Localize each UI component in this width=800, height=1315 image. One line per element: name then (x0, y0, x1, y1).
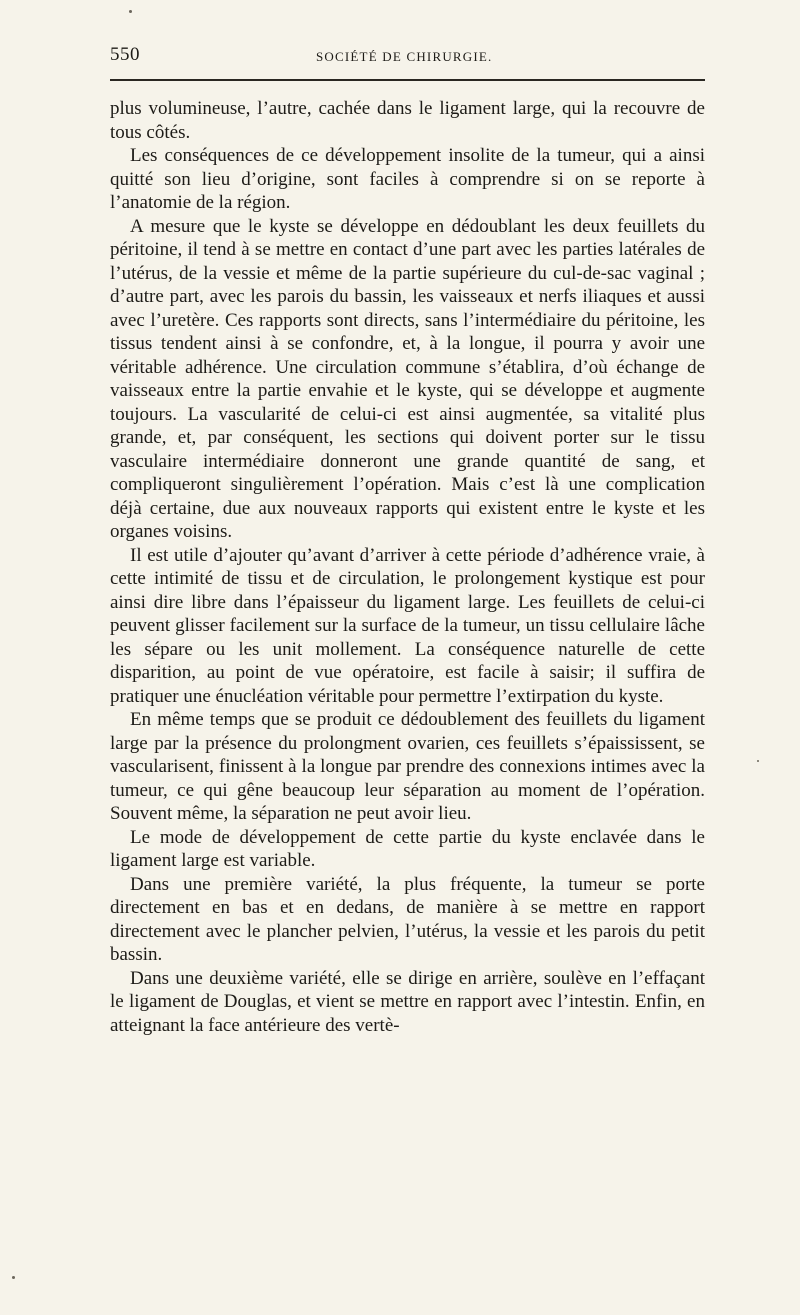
running-head (110, 44, 705, 72)
header-rule (110, 79, 705, 81)
paragraph: Il est utile d’ajouter qu’avant d’arriver à cette période d’adhérence vraie, à cette intimité de tissu et de circulation, le prolongement kystique est pour ainsi dire libre dans l’épaisseur du ligament large. Les feuillets de celui-ci peuvent glisser facilement sur la surface de la tumeur, un tissu cellulaire lâche les sépare ou les unit mollement. La conséquence naturelle de cette disparition, au point de vue opératoire, est facile à saisir; il suffira de pratiquer une énucléation véritable pour permettre l’extirpation du kyste. (110, 544, 705, 707)
paper-speck (129, 10, 132, 13)
paragraph-continuation: plus volumineuse, l’autre, cachée dans le ligament large, qui la recouvre de tous côtés. (110, 98, 705, 143)
paragraph: A mesure que le kyste se développe en dédoublant les deux feuillets du péritoine, il tend à se mettre en contact d’une part avec les parties latérales de l’utérus, de la vessie et même de la partie supérieure du cul-de-sac vaginal ; d’autre part, avec les parois du bassin, les vaisseaux et nerfs iliaques et aussi avec l’uretère. Ces rapports sont directs, sans l’intermédiaire du péritoine, les tissus tendent ainsi à se confondre, et, à la longue, il pourra y avoir une véritable adhérence. Une circulation commune s’établira, d’où échange de vaisseaux entre la partie envahie et le kyste, qui se développe et augmente toujours. La vascularité de celui-ci est ainsi augmentée, sa vitalité plus grande, et, par conséquent, les sections qui doivent porter sur le tissu vasculaire intermédiaire donneront une grande quantité de sang, et compliqueront singulièrement l’opération. Mais c’est là une complication déjà certaine, due aux nouveaux rapports qui existent entre le kyste et les organes voisins. (110, 215, 705, 542)
paper-speck (757, 760, 759, 762)
paragraph: Les conséquences de ce développement insolite de la tumeur, qui a ainsi quitté son lieu d’origine, sont faciles à comprendre si on se reporte à l’anatomie de la région. (110, 145, 705, 213)
paragraph: Dans une première variété, la plus fréquente, la tumeur se porte directement en bas et en dedans, de manière à se mettre en rapport directement avec le plancher pelvien, l’utérus, la vessie et les parois du petit bassin. (110, 873, 705, 965)
page-number: 550 (110, 44, 140, 65)
paper-speck (12, 1276, 15, 1279)
paragraph: Le mode de développement de cette partie du kyste enclavée dans le ligament large est variable. (110, 826, 705, 871)
paragraph: En même temps que se produit ce dédoublement des feuillets du ligament large par la présence du prolongment ovarien, ces feuillets s’épaississent, se vascularisent, finissent à la longue par prendre des connexions intimes avec la tumeur, ce qui gêne beaucoup leur séparation au moment de l’opération. Souvent même, la séparation ne peut avoir lieu. (110, 709, 705, 824)
paragraph: Dans une deuxième variété, elle se dirige en arrière, soulève en l’effaçant le ligament de Douglas, et vient se mettre en rapport avec l’intestin. Enfin, en atteignant la face antérieure des vertè- (110, 967, 705, 1036)
running-title: SOCIÉTÉ DE CHIRURGIE. (316, 49, 493, 64)
body-text (110, 97, 705, 1037)
